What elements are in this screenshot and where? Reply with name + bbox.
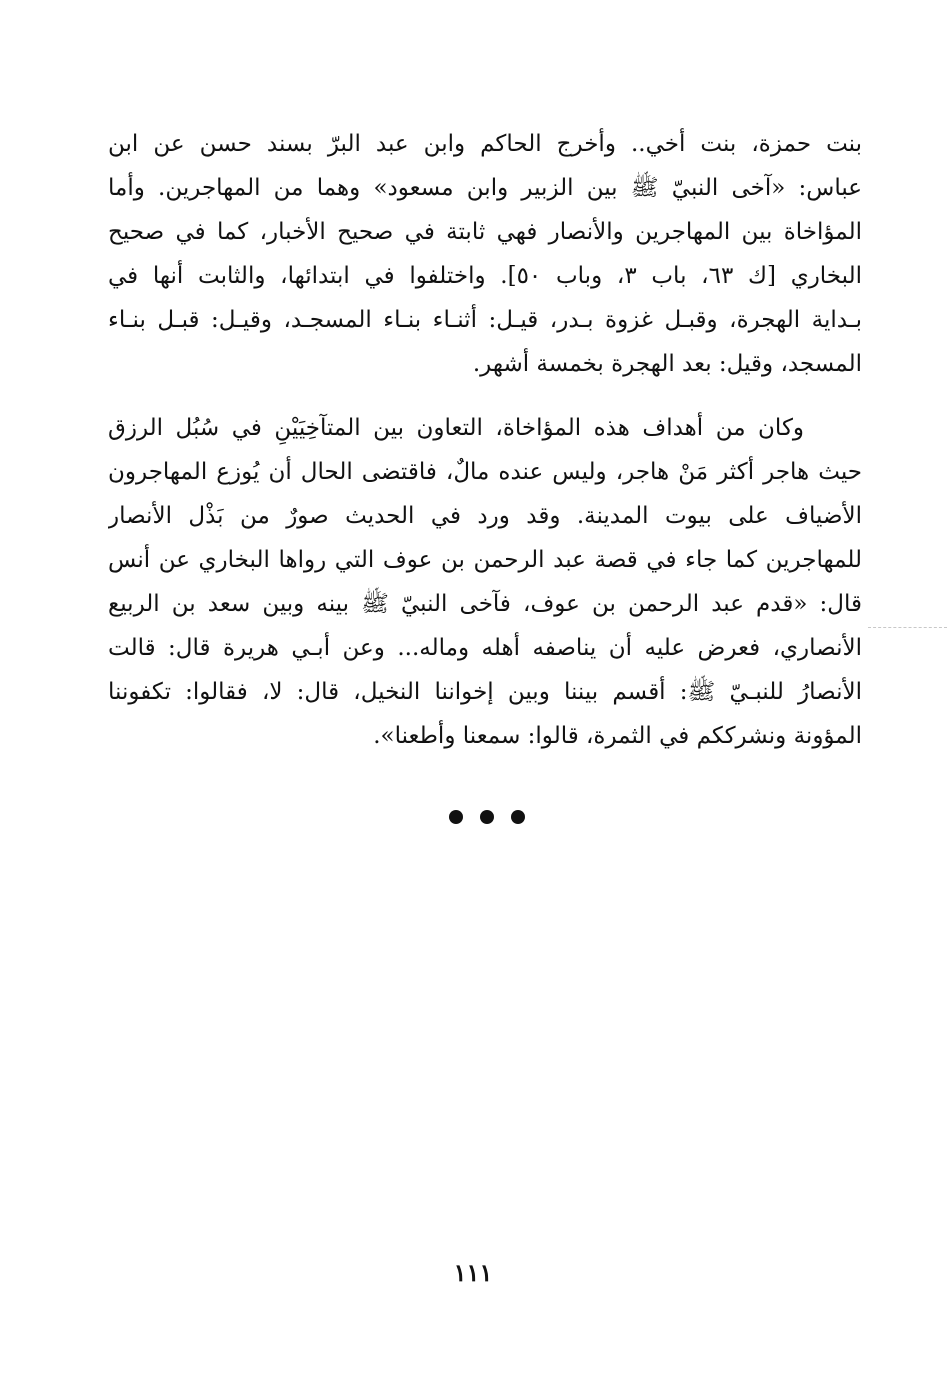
divider-dot bbox=[480, 810, 494, 824]
text-line: عباس: «آخى النبيّ ﷺ بين الزبير وابن مسعود» وهما من المهاجرين. وأما bbox=[108, 175, 862, 201]
margin-scan-mark bbox=[868, 627, 947, 628]
text-line: قال: «قدم عبد الرحمن بن عوف، فآخى النبيّ ﷺ بينه وبين سعد بن الربيع bbox=[108, 591, 862, 617]
text-line: الأنصارُ للنبـيّ ﷺ: أقسم بيننا وبين إخواننا النخيل، قال: لا، فقالوا: تكفوننا bbox=[108, 679, 862, 705]
page-number: ١١١ bbox=[453, 1258, 493, 1287]
text-line: المؤونة ونشرككم في الثمرة، قالوا: سمعنا وأطعنا». bbox=[373, 723, 862, 749]
paragraph-gap bbox=[108, 386, 862, 406]
text-line: المسجد، وقيل: بعد الهجرة بخمسة أشهر. bbox=[472, 351, 862, 377]
paragraph-1 bbox=[108, 122, 862, 386]
paragraph-2 bbox=[108, 406, 862, 758]
text-line: البخاري [ك ٦٣، باب ٣، وباب ٥٠]. واختلفوا في ابتدائها، والثابت أنها في bbox=[108, 263, 862, 289]
divider-dot bbox=[449, 810, 463, 824]
text-line: بنت حمزة، بنت أخي.. وأخرج الحاكم وابن عبد البرّ بسند حسن عن ابن bbox=[108, 131, 862, 157]
text-line: حيث هاجر أكثر مَنْ هاجر، وليس عنده مالٌ، فاقتضى الحال أن يُوزع المهاجرون bbox=[108, 459, 862, 485]
text-line: بـداية الهجرة، وقبـل غزوة بـدر، قيـل: أثنـاء بنـاء المسجـد، وقيـل: قبـل بنـاء bbox=[108, 307, 862, 333]
text-line: الأضياف على بيوت المدينة. وقد ورد في الحديث صورٌ من بَذْل الأنصار bbox=[108, 503, 862, 529]
divider-dot bbox=[511, 810, 525, 824]
text-line: الأنصاري، فعرض عليه أن يناصفه أهله وماله... وعن أبـي هريرة قال: قالت bbox=[108, 635, 862, 661]
section-divider bbox=[449, 810, 525, 824]
text-line: المؤاخاة بين المهاجرين والأنصار فهي ثابتة في صحيح الأخبار، كما في صحيح bbox=[108, 219, 862, 245]
body-text bbox=[108, 122, 862, 758]
text-line: وكان من أهداف هذه المؤاخاة، التعاون بين المتآخِيَيْنِ في سُبُل الرزق bbox=[108, 415, 804, 441]
text-line: للمهاجرين كما جاء في قصة عبد الرحمن بن عوف التي رواها البخاري عن أنس bbox=[108, 547, 862, 573]
